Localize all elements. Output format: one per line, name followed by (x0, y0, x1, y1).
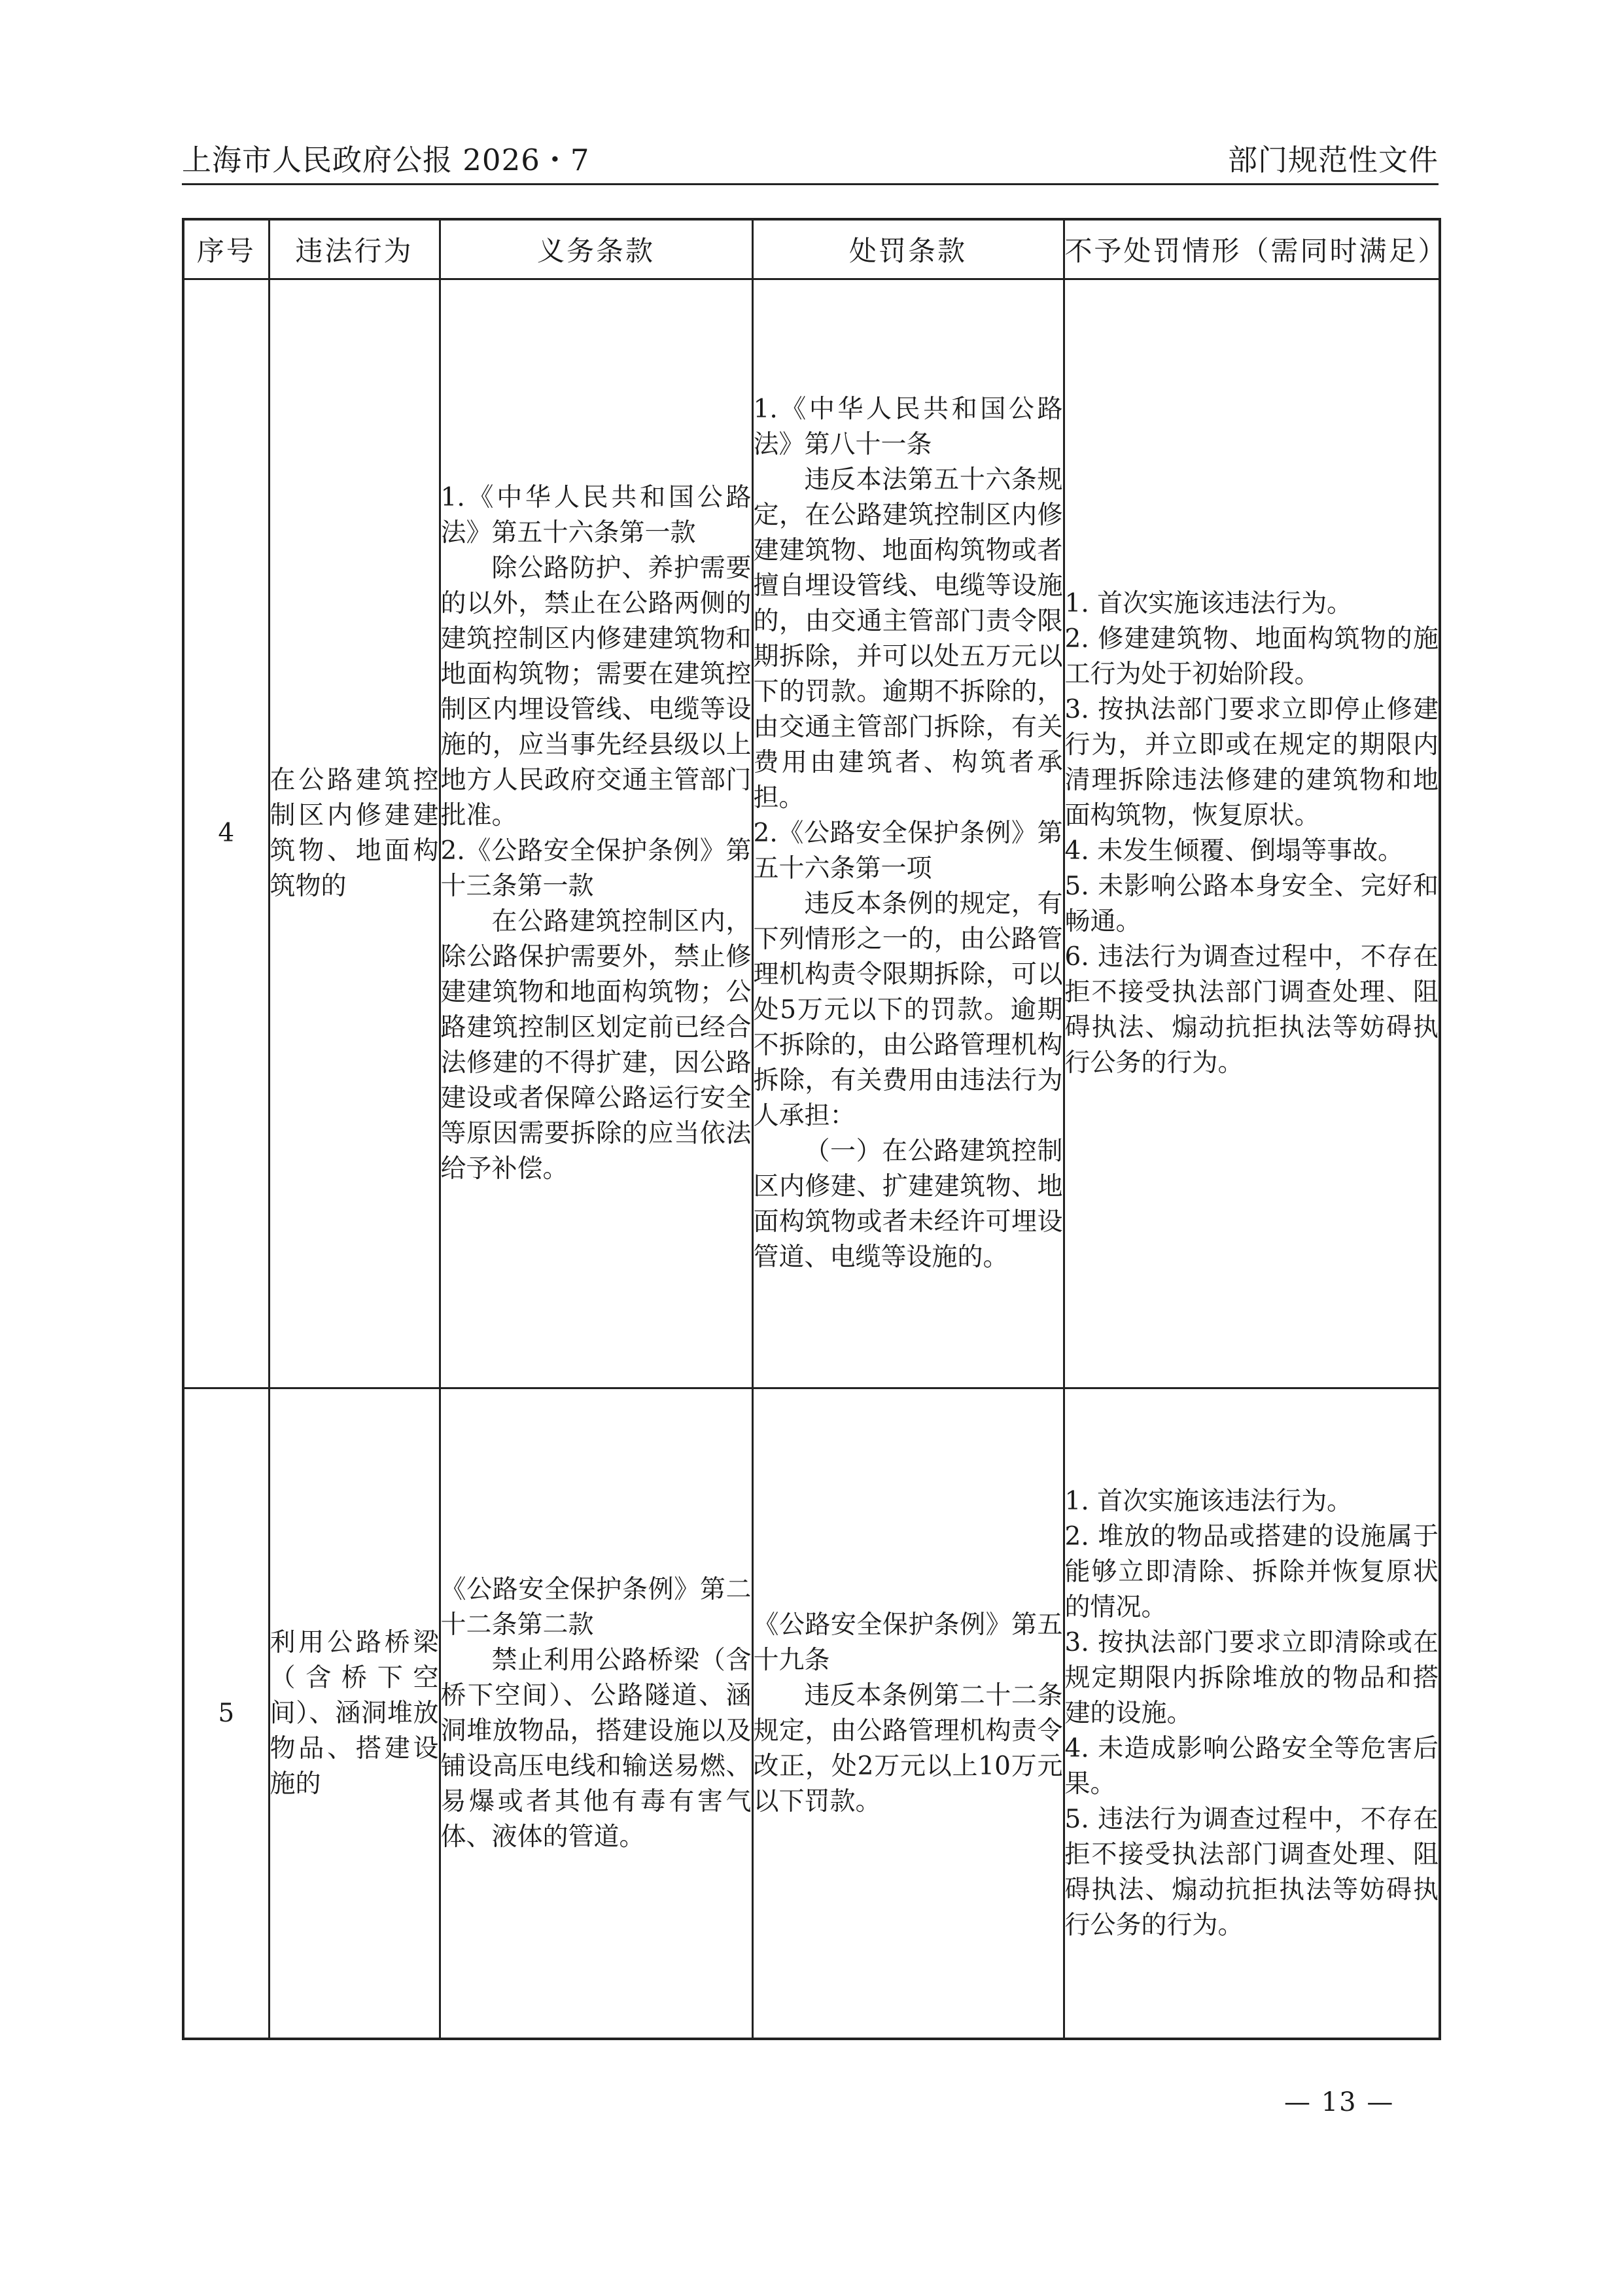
header-publication-title: 上海市人民政府公报 2026・7 (182, 143, 590, 177)
table-header-row (183, 219, 1440, 279)
exemption-condition: 2. 修建建筑物、地面构筑物的施工行为处于初始阶段。 (1064, 624, 1439, 689)
exemption-condition: 2. 堆放的物品或搭建的设施属于能够立即清除、拆除并恢复原状的情况。 (1064, 1521, 1439, 1622)
penalty-law-text: 违反本法第五十六条规定，在公路建筑控制区内修建建筑物、地面构筑物或者擅自埋设管线、电缆等设施的，由交通主管部门责令限期拆除，并可以处五万元以下的罚款。逾期不拆除的，由交通主管部门拆除，有关费用由建筑者、构筑者承担。 (753, 465, 1063, 813)
violation-cell: 利用公路桥梁（含桥下空间）、涵洞堆放物品、搭建设施的 (269, 1388, 440, 2040)
penalty-cell (752, 279, 1064, 1388)
header-section-title: 部门规范性文件 (1227, 143, 1439, 177)
exemption-cell (1064, 279, 1440, 1388)
penalty-cell (752, 1388, 1064, 2040)
header-divider (182, 183, 1439, 185)
duty-law-text: 除公路防护、养护需要的以外，禁止在公路两侧的建筑控制区内修建建筑物和地面构筑物；需要在建筑控制区内埋设管线、电缆等设施的，应当事先经县级以上地方人民政府交通主管部门批准。 (440, 554, 752, 830)
col-header-violation: 违法行为 (269, 219, 440, 279)
exemption-condition: 3. 按执法部门要求立即停止修建行为，并立即或在规定的期限内清理拆除违法修建的建筑物和地面构筑物，恢复原状。 (1064, 695, 1439, 830)
exemption-condition: 5. 未影响公路本身安全、完好和畅通。 (1064, 872, 1439, 936)
duty-law-text: 禁止利用公路桥梁（含桥下空间）、公路隧道、涵洞堆放物品，搭建设施以及铺设高压电线和输送易燃、易爆或者其他有毒有害气体、液体的管道。 (440, 1645, 752, 1852)
duty-law-citation: 《公路安全保护条例》第二十二条第二款 (440, 1574, 752, 1640)
table-row (183, 1388, 1440, 2040)
penalty-law-citation: 《公路安全保护条例》第五十九条 (753, 1610, 1063, 1675)
exemption-condition: 6. 违法行为调查过程中，不存在拒不接受执法部门调查处理、阻碍执法、煽动抗拒执法等妨碍执行公务的行为。 (1064, 942, 1439, 1078)
penalty-law-item: （一）在公路建筑控制区内修建、扩建建筑物、地面构筑物或者未经许可埋设管道、电缆等设施的。 (753, 1137, 1063, 1272)
violation-cell: 在公路建筑控制区内修建建筑物、地面构筑物的 (269, 279, 440, 1388)
table-row (183, 279, 1440, 1388)
exemption-condition: 1. 首次实施该违法行为。 (1064, 589, 1353, 618)
exemption-condition: 1. 首次实施该违法行为。 (1064, 1486, 1353, 1516)
penalty-law-citation: 2.《公路安全保护条例》第五十六条第一项 (753, 819, 1063, 883)
col-header-number: 序号 (183, 219, 269, 279)
col-header-exemption: 不予处罚情形（需同时满足） (1064, 219, 1440, 279)
page-number: — 13 — (1284, 2087, 1395, 2117)
penalty-law-text: 违反本条例第二十二条规定，由公路管理机构责令改正，处2万元以上10万元以下罚款。 (753, 1680, 1063, 1816)
exemption-cell (1064, 1388, 1440, 2040)
row-number: 5 (183, 1388, 269, 2040)
exemption-condition: 4. 未发生倾覆、倒塌等事故。 (1064, 836, 1404, 866)
duty-cell (440, 279, 752, 1388)
duty-law-citation: 2.《公路安全保护条例》第十三条第一款 (440, 836, 752, 901)
penalty-law-citation: 1.《中华人民共和国公路法》第八十一条 (753, 395, 1063, 459)
exemption-condition: 4. 未造成影响公路安全等危害后果。 (1064, 1733, 1439, 1799)
col-header-duty-clause: 义务条款 (440, 219, 752, 279)
duty-cell (440, 1388, 752, 2040)
duty-law-text: 在公路建筑控制区内，除公路保护需要外，禁止修建建筑物和地面构筑物；公路建筑控制区划定前已经合法修建的不得扩建，因公路建设或者保障公路运行安全等原因需要拆除的应当依法给予补偿。 (440, 907, 752, 1184)
penalty-law-text: 违反本条例的规定，有下列情形之一的，由公路管理机构责令限期拆除，可以处5万元以下的罚款。逾期不拆除的，由公路管理机构拆除，有关费用由违法行为人承担： (753, 889, 1063, 1131)
exemption-condition: 3. 按执法部门要求立即清除或在规定期限内拆除堆放的物品和搭建的设施。 (1064, 1627, 1439, 1728)
regulation-table (182, 218, 1448, 2040)
duty-law-citation: 1.《中华人民共和国公路法》第五十六条第一款 (440, 483, 752, 548)
col-header-penalty-clause: 处罚条款 (752, 219, 1064, 279)
exemption-condition: 5. 违法行为调查过程中，不存在拒不接受执法部门调查处理、阻碍执法、煽动抗拒执法等妨碍执行公务的行为。 (1064, 1804, 1439, 1940)
row-number: 4 (183, 279, 269, 1388)
